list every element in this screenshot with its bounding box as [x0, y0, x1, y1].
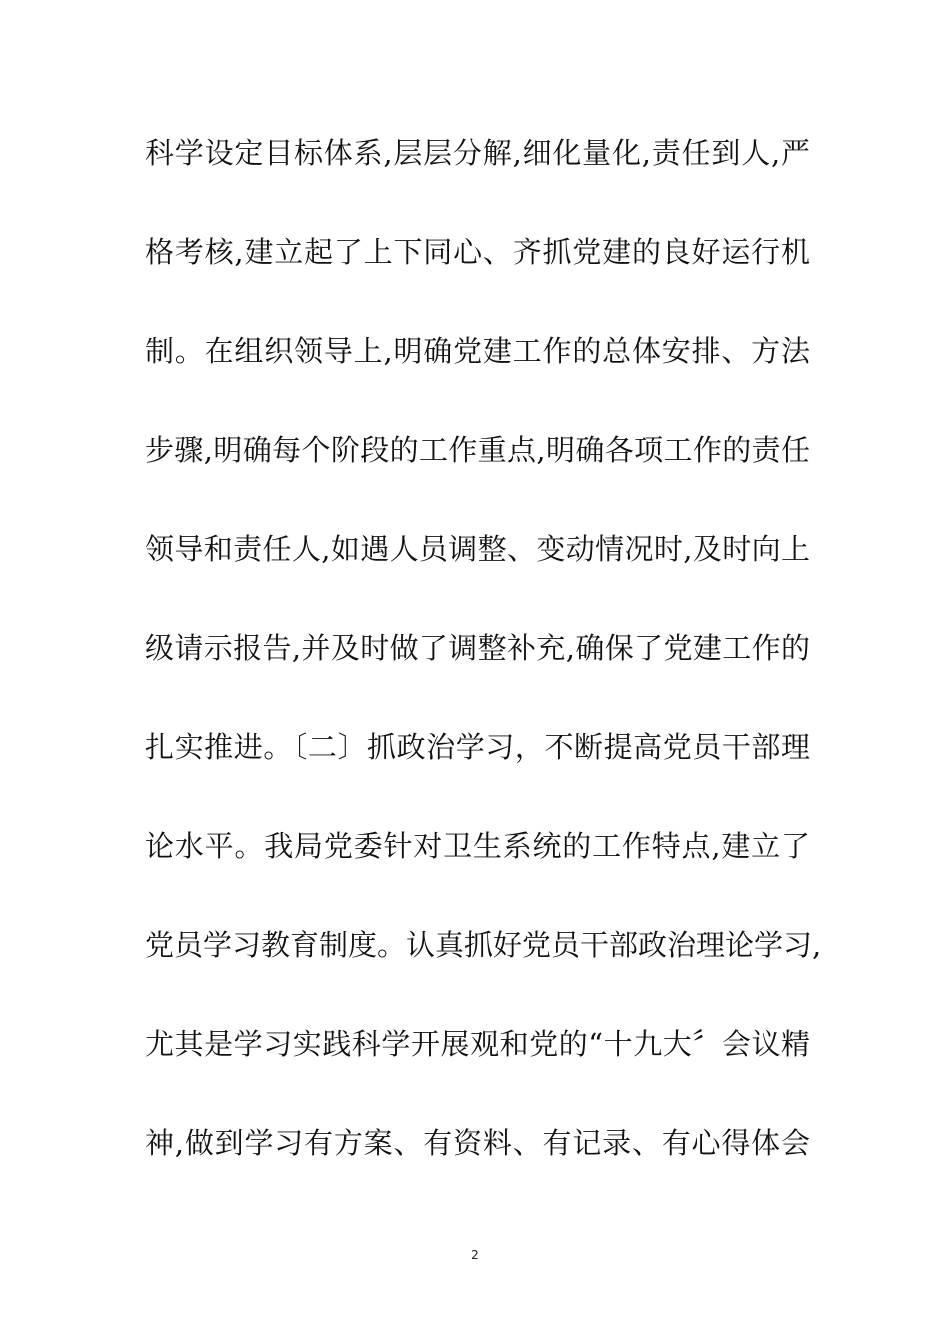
- page-number: 2: [471, 1248, 479, 1262]
- body-text-line-2: 格考核,建立起了上下同心、齐抓党建的良好运行机: [145, 235, 810, 269]
- body-text-line-11: 神,做到学习有方案、有资料、有记录、有心得体会: [145, 1126, 810, 1160]
- body-text-line-9: 党员学习教育制度。认真抓好党员干部政治理论学习,: [145, 928, 822, 962]
- body-text-line-5: 领导和责任人,如遇人员调整、变动情况时,及时向上: [145, 532, 810, 566]
- body-text-line-10: 尤其是学习实践科学开展观和党的“十九大〞会议精: [145, 1027, 810, 1061]
- body-text-line-4: 步骤,明确每个阶段的工作重点,明确各项工作的责任: [145, 433, 810, 467]
- body-text-line-1: 科学设定目标体系,层层分解,细化量化,责任到人,严: [145, 136, 810, 170]
- body-text-line-7: 扎实推进。〔二〕抓政治学习，不断提高党员干部理: [145, 730, 810, 764]
- body-text-line-3: 制。在组织领导上,明确党建工作的总体安排、方法: [145, 334, 810, 368]
- body-text-line-8: 论水平。我局党委针对卫生系统的工作特点,建立了: [145, 829, 810, 863]
- body-text-line-6: 级请示报告,并及时做了调整补充,确保了党建工作的: [145, 631, 810, 665]
